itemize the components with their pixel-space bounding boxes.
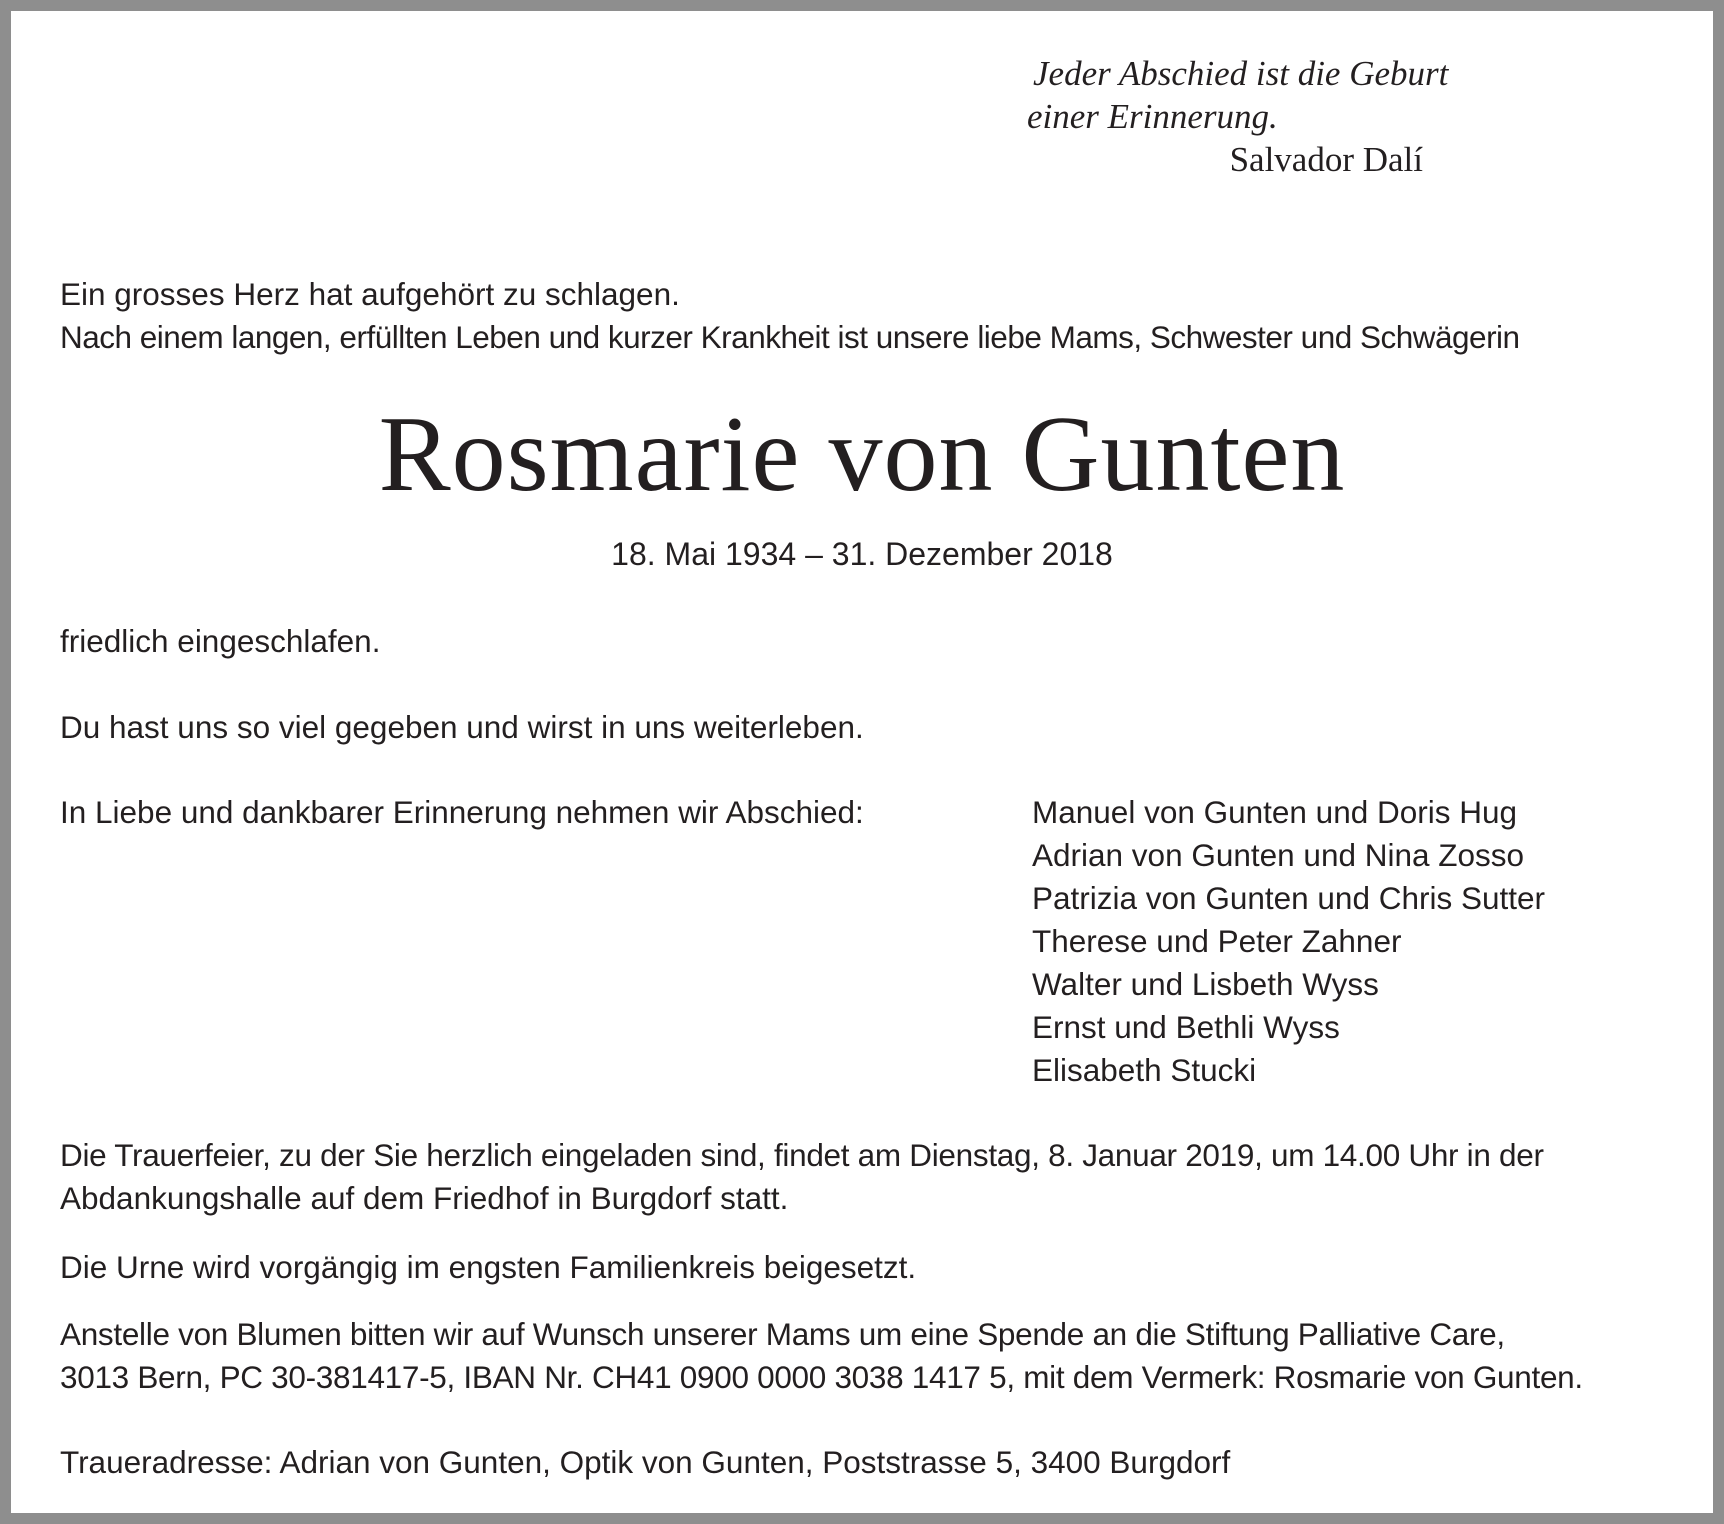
mourner-item: Patrizia von Gunten und Chris Sutter <box>1032 880 1546 916</box>
donation-line-1: Anstelle von Blumen bitten wir auf Wunsch unserer Mams um eine Spende an die Stiftung Palliative Care, <box>60 1316 1505 1352</box>
mourners-list <box>1032 791 1545 1092</box>
funeral-line-1: Die Trauerfeier, zu der Sie herzlich eingeladen sind, findet am Dienstag, 8. Januar 2019, um 14.00 Uhr in der <box>60 1137 1544 1173</box>
tribute-text: Du hast uns so viel gegeben und wirst in uns weiterleben. <box>60 709 864 745</box>
quote-author: Salvador Dalí <box>1229 140 1423 179</box>
quote-line-1: Jeder Abschied ist die Geburt <box>1033 54 1449 93</box>
intro-line-2: Nach einem langen, erfüllten Leben und kurzer Krankheit ist unsere liebe Mams, Schwester und Schwägerin <box>60 319 1520 355</box>
deceased-name: Rosmarie von Gunten <box>378 395 1346 514</box>
obituary-notice <box>11 11 1713 1513</box>
life-dates: 18. Mai 1934 – 31. Dezember 2018 <box>611 536 1113 572</box>
intro-line-1: Ein grosses Herz hat aufgehört zu schlagen. <box>60 276 680 312</box>
mourner-item: Therese und Peter Zahner <box>1032 923 1402 959</box>
farewell-label: In Liebe und dankbarer Erinnerung nehmen wir Abschied: <box>60 794 864 830</box>
mourner-item: Walter und Lisbeth Wyss <box>1032 966 1379 1002</box>
passed-text: friedlich eingeschlafen. <box>60 623 381 659</box>
mourner-item: Ernst und Bethli Wyss <box>1032 1009 1340 1045</box>
quote-line-2: einer Erinnerung. <box>1027 97 1278 136</box>
mourner-item: Manuel von Gunten und Doris Hug <box>1032 794 1518 830</box>
mourner-item: Elisabeth Stucki <box>1032 1052 1257 1088</box>
donation-line-2: 3013 Bern, PC 30-381417-5, IBAN Nr. CH41 0900 0000 3038 1417 5, mit dem Vermerk: Rosmarie von Gunten. <box>60 1359 1583 1395</box>
funeral-line-2: Abdankungshalle auf dem Friedhof in Burgdorf statt. <box>60 1180 789 1216</box>
mourning-address: Traueradresse: Adrian von Gunten, Optik von Gunten, Poststrasse 5, 3400 Burgdorf <box>60 1444 1231 1480</box>
urn-text: Die Urne wird vorgängig im engsten Familienkreis beigesetzt. <box>60 1249 917 1285</box>
mourner-item: Adrian von Gunten und Nina Zosso <box>1032 837 1525 873</box>
